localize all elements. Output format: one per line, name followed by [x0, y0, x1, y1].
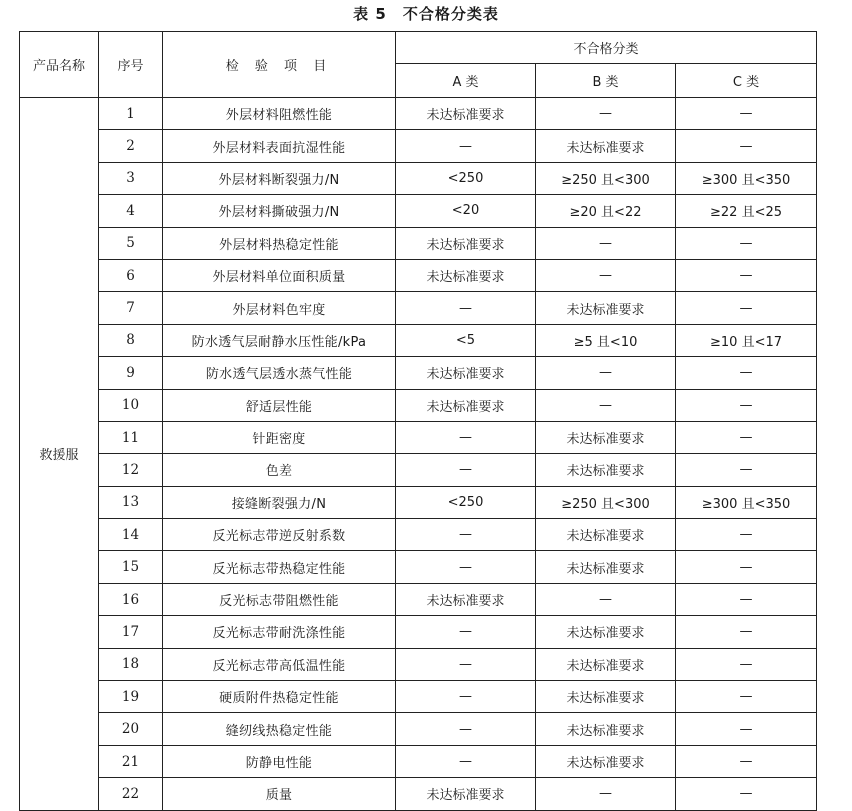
class-b-cell: — [536, 583, 676, 615]
class-b-cell: — [536, 227, 676, 259]
class-c-cell: — [676, 778, 817, 810]
inspection-item-cell: 防静电性能 [163, 745, 396, 777]
class-b-cell: 未达标准要求 [536, 421, 676, 453]
class-c-cell: — [676, 454, 817, 486]
table-row [20, 162, 817, 194]
table-row [20, 778, 817, 810]
class-c-cell: — [676, 421, 817, 453]
inspection-item-cell: 舒适层性能 [163, 389, 396, 421]
class-a-cell: — [396, 130, 536, 162]
serial-number-cell: 19 [99, 681, 163, 713]
table-row [20, 486, 817, 518]
class-c-cell: — [676, 130, 817, 162]
serial-number-cell: 6 [99, 259, 163, 291]
class-a-cell: 未达标准要求 [396, 389, 536, 421]
inspection-item-cell: 外层材料阻燃性能 [163, 98, 396, 130]
header-class-c: C 类 [676, 64, 817, 98]
serial-number-cell: 5 [99, 227, 163, 259]
header-serial-number: 序号 [99, 32, 163, 98]
serial-number-cell: 7 [99, 292, 163, 324]
class-a-cell: — [396, 551, 536, 583]
class-c-cell: ≥22 且<25 [676, 195, 817, 227]
serial-number-cell: 14 [99, 519, 163, 551]
class-a-cell: 未达标准要求 [396, 357, 536, 389]
class-a-cell: — [396, 681, 536, 713]
table-row [20, 616, 817, 648]
class-a-cell: <5 [396, 324, 536, 356]
nonconformity-classification-table [19, 31, 817, 811]
serial-number-cell: 15 [99, 551, 163, 583]
inspection-item-cell: 色差 [163, 454, 396, 486]
class-b-cell: ≥250 且<300 [536, 162, 676, 194]
class-b-cell: ≥20 且<22 [536, 195, 676, 227]
header-class-b: B 类 [536, 64, 676, 98]
product-name-cell: 救援服 [20, 98, 99, 811]
table-caption: 表 5 不合格分类表 [353, 5, 499, 23]
inspection-item-cell: 外层材料断裂强力/N [163, 162, 396, 194]
inspection-item-cell: 硬质附件热稳定性能 [163, 681, 396, 713]
table-row [20, 98, 817, 130]
class-c-cell: — [676, 681, 817, 713]
header-class-a: A 类 [396, 64, 536, 98]
table-row [20, 454, 817, 486]
class-c-cell: — [676, 713, 817, 745]
class-c-cell: — [676, 357, 817, 389]
serial-number-cell: 17 [99, 616, 163, 648]
table-body [20, 98, 817, 811]
inspection-item-cell: 外层材料表面抗湿性能 [163, 130, 396, 162]
class-a-cell: — [396, 292, 536, 324]
inspection-item-cell: 防水透气层透水蒸气性能 [163, 357, 396, 389]
class-a-cell: — [396, 519, 536, 551]
serial-number-cell: 1 [99, 98, 163, 130]
class-b-cell: — [536, 778, 676, 810]
class-b-cell: — [536, 389, 676, 421]
inspection-item-cell: 针距密度 [163, 421, 396, 453]
class-b-cell: 未达标准要求 [536, 551, 676, 583]
table-row [20, 292, 817, 324]
header-inspection-item: 检 验 项 目 [163, 32, 396, 98]
inspection-item-cell: 反光标志带高低温性能 [163, 648, 396, 680]
serial-number-cell: 20 [99, 713, 163, 745]
serial-number-cell: 11 [99, 421, 163, 453]
inspection-item-cell: 质量 [163, 778, 396, 810]
table-row [20, 551, 817, 583]
table-row [20, 421, 817, 453]
serial-number-cell: 8 [99, 324, 163, 356]
class-c-cell: ≥300 且<350 [676, 486, 817, 518]
table-row [20, 389, 817, 421]
class-b-cell: 未达标准要求 [536, 519, 676, 551]
table-row [20, 713, 817, 745]
table-header [20, 32, 817, 98]
class-a-cell: 未达标准要求 [396, 583, 536, 615]
class-b-cell: 未达标准要求 [536, 454, 676, 486]
class-c-cell: — [676, 616, 817, 648]
class-a-cell: <20 [396, 195, 536, 227]
table-row [20, 259, 817, 291]
inspection-item-cell: 外层材料热稳定性能 [163, 227, 396, 259]
table-row [20, 583, 817, 615]
class-c-cell: ≥10 且<17 [676, 324, 817, 356]
table-row [20, 357, 817, 389]
header-product-name: 产品名称 [20, 32, 99, 98]
header-nonconformity-classification: 不合格分类 [396, 32, 817, 64]
inspection-item-cell: 缝纫线热稳定性能 [163, 713, 396, 745]
class-b-cell: 未达标准要求 [536, 713, 676, 745]
serial-number-cell: 16 [99, 583, 163, 615]
table-row [20, 227, 817, 259]
inspection-item-cell: 外层材料撕破强力/N [163, 195, 396, 227]
serial-number-cell: 21 [99, 745, 163, 777]
class-b-cell: 未达标准要求 [536, 616, 676, 648]
class-a-cell: 未达标准要求 [396, 778, 536, 810]
class-c-cell: — [676, 519, 817, 551]
class-b-cell: ≥5 且<10 [536, 324, 676, 356]
inspection-item-cell: 接缝断裂强力/N [163, 486, 396, 518]
table-row [20, 519, 817, 551]
class-c-cell: — [676, 259, 817, 291]
class-c-cell: — [676, 98, 817, 130]
class-b-cell: 未达标准要求 [536, 292, 676, 324]
serial-number-cell: 2 [99, 130, 163, 162]
class-a-cell: 未达标准要求 [396, 98, 536, 130]
serial-number-cell: 4 [99, 195, 163, 227]
inspection-item-cell: 反光标志带阻燃性能 [163, 583, 396, 615]
inspection-item-cell: 反光标志带耐洗涤性能 [163, 616, 396, 648]
table-row [20, 130, 817, 162]
serial-number-cell: 18 [99, 648, 163, 680]
inspection-item-cell: 防水透气层耐静水压性能/kPa [163, 324, 396, 356]
serial-number-cell: 22 [99, 778, 163, 810]
class-a-cell: — [396, 745, 536, 777]
class-a-cell: — [396, 648, 536, 680]
class-a-cell: — [396, 713, 536, 745]
table-row [20, 195, 817, 227]
class-b-cell: 未达标准要求 [536, 648, 676, 680]
class-a-cell: 未达标准要求 [396, 259, 536, 291]
serial-number-cell: 10 [99, 389, 163, 421]
class-a-cell: 未达标准要求 [396, 227, 536, 259]
class-c-cell: — [676, 292, 817, 324]
table-row [20, 324, 817, 356]
serial-number-cell: 12 [99, 454, 163, 486]
inspection-item-cell: 反光标志带热稳定性能 [163, 551, 396, 583]
serial-number-cell: 13 [99, 486, 163, 518]
class-a-cell: — [396, 421, 536, 453]
serial-number-cell: 9 [99, 357, 163, 389]
class-a-cell: — [396, 454, 536, 486]
class-b-cell: — [536, 357, 676, 389]
class-b-cell: 未达标准要求 [536, 130, 676, 162]
class-b-cell: — [536, 259, 676, 291]
class-c-cell: — [676, 551, 817, 583]
class-c-cell: — [676, 745, 817, 777]
table-row [20, 648, 817, 680]
class-c-cell: — [676, 583, 817, 615]
class-a-cell: <250 [396, 162, 536, 194]
class-c-cell: — [676, 389, 817, 421]
class-b-cell: — [536, 98, 676, 130]
serial-number-cell: 3 [99, 162, 163, 194]
class-c-cell: — [676, 648, 817, 680]
class-b-cell: 未达标准要求 [536, 745, 676, 777]
class-a-cell: — [396, 616, 536, 648]
class-a-cell: <250 [396, 486, 536, 518]
inspection-item-cell: 外层材料单位面积质量 [163, 259, 396, 291]
class-c-cell: ≥300 且<350 [676, 162, 817, 194]
inspection-item-cell: 反光标志带逆反射系数 [163, 519, 396, 551]
class-c-cell: — [676, 227, 817, 259]
inspection-item-cell: 外层材料色牢度 [163, 292, 396, 324]
table-row [20, 681, 817, 713]
class-b-cell: 未达标准要求 [536, 681, 676, 713]
class-b-cell: ≥250 且<300 [536, 486, 676, 518]
table-row [20, 745, 817, 777]
